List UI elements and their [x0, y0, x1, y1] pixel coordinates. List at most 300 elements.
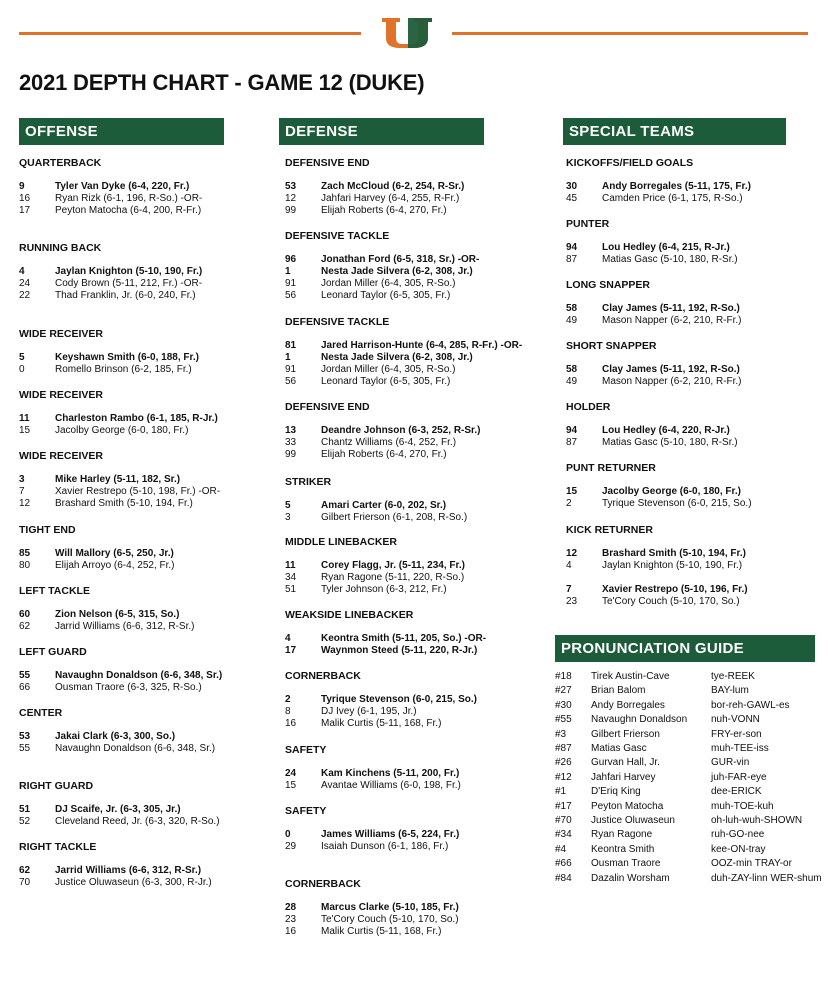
player-name: Jahfari Harvey (6-4, 255, R-Fr.) [321, 193, 460, 204]
defense-player-row [285, 181, 485, 193]
offense-player-row [19, 278, 219, 290]
jersey-number: 8 [285, 706, 291, 717]
jersey-number: 16 [285, 718, 297, 729]
pronunciation-number: #12 [555, 771, 572, 783]
jersey-number: 58 [566, 303, 578, 314]
player-name: Jordan Miller (6-4, 305, R-So.) [321, 278, 456, 289]
pronunciation-row [555, 786, 815, 799]
pronunciation-phonetic: tye-REEK [711, 671, 755, 682]
pronunciation-name: Jahfari Harvey [591, 771, 656, 783]
player-name: Malik Curtis (5-11, 168, Fr.) [321, 926, 442, 937]
special-player-row [566, 425, 766, 437]
player-name: Corey Flagg, Jr. (5-11, 234, Fr.) [321, 560, 465, 571]
pronunciation-number: #18 [555, 671, 572, 682]
special-position-label: HOLDER [566, 401, 611, 413]
jersey-number: 62 [19, 621, 31, 632]
jersey-number: 49 [566, 376, 578, 387]
special-player-row [566, 254, 766, 266]
special-player-row [566, 560, 766, 572]
pronunciation-row [555, 743, 815, 756]
player-name: Amari Carter (6-0, 202, Sr.) [321, 500, 447, 511]
offense-player-row [19, 290, 219, 302]
offense-player-row [19, 609, 219, 621]
player-name: Elijah Roberts (6-4, 270, Fr.) [321, 205, 447, 216]
player-name: Peyton Matocha (6-4, 200, R-Fr.) [55, 205, 202, 216]
player-name: Marcus Clarke (5-10, 185, Fr.) [321, 902, 459, 913]
jersey-number: 23 [566, 596, 578, 607]
player-name: Jaylan Knighton (5-10, 190, Fr.) [602, 560, 743, 571]
jersey-number: 13 [285, 425, 297, 436]
pronunciation-name: Peyton Matocha [591, 800, 664, 812]
jersey-number: 0 [19, 364, 25, 375]
pronunciation-name: Dazalin Worsham [591, 872, 670, 884]
player-name: Te'Cory Couch (5-10, 170, So.) [321, 914, 459, 925]
defense-player-row [285, 449, 485, 461]
page-title: 2021 DEPTH CHART - GAME 12 (DUKE) [19, 70, 425, 95]
player-name: Will Mallory (6-5, 250, Jr.) [55, 548, 174, 559]
pronunciation-header: PRONUNCIATION GUIDE [555, 635, 815, 662]
defense-player-row [285, 376, 485, 388]
offense-player-row [19, 670, 223, 682]
player-name: Elijah Roberts (6-4, 270, Fr.) [321, 449, 447, 460]
player-name: Jacolby George (6-0, 180, Fr.) [55, 425, 189, 436]
pronunciation-row [555, 700, 815, 713]
jersey-number: 16 [19, 193, 31, 204]
pronunciation-name: Ryan Ragone [591, 829, 653, 841]
defense-position-label: WEAKSIDE LINEBACKER [285, 609, 414, 621]
defense-player-row [285, 645, 485, 657]
pronunciation-name: D'Eriq King [591, 786, 641, 798]
defense-player-row [285, 512, 485, 524]
defense-player-row [285, 841, 485, 853]
jersey-number: 15 [566, 486, 578, 497]
jersey-number: 85 [19, 548, 31, 559]
player-name: Jarrid Williams (6-6, 312, R-Sr.) [55, 865, 202, 876]
special-player-row [566, 437, 766, 449]
pronunciation-name: Andy Borregales [591, 699, 665, 711]
player-name: Nesta Jade Silvera (6-2, 308, Jr.) [321, 352, 473, 363]
u-logo-icon [380, 16, 434, 50]
player-name: Justice Oluwaseun (6-3, 300, R-Jr.) [55, 877, 212, 888]
player-name: Lou Hedley (6-4, 215, R-Jr.) [602, 242, 730, 253]
pronunciation-phonetic: FRY-er-son [711, 728, 762, 740]
offense-column [19, 118, 224, 145]
jersey-number: 9 [19, 181, 25, 192]
player-name: Deandre Johnson (6-3, 252, R-Sr.) [321, 425, 481, 436]
offense-player-row [19, 352, 219, 364]
defense-player-row [285, 290, 485, 302]
pronunciation-name: Tirek Austin-Cave [591, 671, 670, 682]
jersey-number: 23 [285, 914, 297, 925]
offense-player-row [19, 425, 219, 437]
defense-player-row [285, 364, 485, 376]
defense-position-label: MIDDLE LINEBACKER [285, 536, 397, 548]
defense-player-row [285, 926, 485, 938]
jersey-number: 66 [19, 682, 31, 693]
jersey-number: 4 [566, 560, 572, 571]
pronunciation-phonetic: nuh-VONN [711, 714, 760, 726]
player-name: Zach McCloud (6-2, 254, R-Sr.) [321, 181, 465, 192]
jersey-number: 87 [566, 437, 578, 448]
special-player-row [566, 486, 766, 498]
player-name: DJ Scaife, Jr. (6-3, 305, Jr.) [55, 804, 181, 815]
defense-player-row [285, 694, 485, 706]
pronunciation-row [555, 801, 815, 814]
jersey-number: 28 [285, 902, 297, 913]
player-name: Avantae Williams (6-0, 198, Fr.) [321, 780, 461, 791]
pronunciation-row [555, 757, 815, 770]
player-name: Tyrique Stevenson (6-0, 215, So.) [321, 694, 477, 705]
defense-player-row [285, 266, 485, 278]
jersey-number: 55 [19, 670, 31, 681]
defense-player-row [285, 584, 485, 596]
jersey-number: 94 [566, 425, 578, 436]
player-name: James Williams (6-5, 224, Fr.) [321, 829, 460, 840]
pronunciation-phonetic: oh-luh-wuh-SHOWN [711, 815, 803, 826]
special-player-row [566, 376, 766, 388]
jersey-number: 94 [566, 242, 578, 253]
jersey-number: 0 [285, 829, 291, 840]
pronunciation-row [555, 685, 815, 698]
jersey-number: 24 [285, 768, 297, 779]
jersey-number: 24 [19, 278, 31, 289]
pronunciation-name: Gilbert Frierson [591, 728, 660, 740]
player-name: Keontra Smith (5-11, 205, So.) -OR- [321, 633, 487, 644]
player-name: Kam Kinchens (5-11, 200, Fr.) [321, 768, 460, 779]
defense-player-row [285, 706, 485, 718]
pronunciation-number: #4 [555, 843, 567, 855]
player-name: Malik Curtis (5-11, 168, Fr.) [321, 718, 442, 729]
jersey-number: 5 [19, 352, 25, 363]
jersey-number: 55 [19, 743, 31, 754]
defense-player-row [285, 560, 485, 572]
special-player-row [566, 303, 766, 315]
offense-position-label: WIDE RECEIVER [19, 450, 104, 462]
pronunciation-name: Justice Oluwaseun [591, 815, 675, 826]
offense-player-row [19, 621, 219, 633]
special-player-row [566, 584, 766, 596]
jersey-number: 11 [285, 560, 296, 571]
special-player-row [566, 242, 766, 254]
defense-player-row [285, 205, 485, 217]
jersey-number: 2 [566, 498, 572, 509]
jersey-number: 51 [19, 804, 31, 815]
player-name: Jordan Miller (6-4, 305, R-So.) [321, 364, 456, 375]
player-name: Jarrid Williams (6-6, 312, R-Sr.) [55, 621, 195, 632]
jersey-number: 56 [285, 290, 297, 301]
special-position-label: PUNT RETURNER [566, 462, 656, 474]
offense-player-row [19, 205, 219, 217]
player-name: Clay James (5-11, 192, R-So.) [602, 303, 740, 314]
pronunciation-row [555, 815, 815, 828]
jersey-number: 12 [19, 498, 31, 509]
offense-player-row [19, 413, 219, 425]
special-player-row [566, 596, 766, 608]
jersey-number: 34 [285, 572, 297, 583]
offense-position-label: WIDE RECEIVER [19, 389, 104, 401]
offense-position-label: CENTER [19, 707, 63, 719]
player-name: Leonard Taylor (6-5, 305, Fr.) [321, 290, 451, 301]
player-name: Jaylan Knighton (5-10, 190, Fr.) [55, 266, 203, 277]
jersey-number: 81 [285, 340, 297, 351]
offense-player-row [19, 486, 219, 498]
pronunciation-phonetic: bor-reh-GAWL-es [711, 699, 790, 711]
defense-player-row [285, 340, 523, 352]
player-name: Waynmon Steed (5-11, 220, R-Jr.) [321, 645, 478, 656]
player-name: Leonard Taylor (6-5, 305, Fr.) [321, 376, 451, 387]
jersey-number: 51 [285, 584, 297, 595]
offense-player-row [19, 548, 219, 560]
defense-player-row [285, 633, 485, 645]
pronunciation-phonetic: muh-TOE-kuh [711, 800, 774, 812]
jersey-number: 91 [285, 364, 297, 375]
player-name: Jared Harrison-Hunte (6-4, 285, R-Fr.) -OR- [321, 340, 523, 351]
special-player-row [566, 364, 766, 376]
special-player-row [566, 548, 766, 560]
jersey-number: 99 [285, 449, 297, 460]
defense-position-label: DEFENSIVE TACKLE [285, 230, 390, 242]
offense-position-label: WIDE RECEIVER [19, 328, 104, 340]
jersey-number: 30 [566, 181, 578, 192]
jersey-number: 16 [285, 926, 297, 937]
player-name: Elijah Arroyo (6-4, 252, Fr.) [55, 560, 175, 571]
defense-player-row [285, 829, 485, 841]
player-name: Navaughn Donaldson (6-6, 348, Sr.) [55, 743, 216, 754]
player-name: Andy Borregales (5-11, 175, Fr.) [602, 181, 751, 192]
pronunciation-number: #27 [555, 685, 572, 697]
player-name: Tyler Van Dyke (6-4, 220, Fr.) [55, 181, 190, 192]
pronunciation-phonetic: ruh-GO-nee [711, 829, 765, 841]
offense-player-row [19, 193, 219, 205]
jersey-number: 15 [285, 780, 297, 791]
player-name: Ousman Traore (6-3, 325, R-So.) [55, 682, 202, 693]
player-name: Keyshawn Smith (6-0, 188, Fr.) [55, 352, 199, 363]
offense-player-row [19, 364, 219, 376]
player-name: Jonathan Ford (6-5, 318, Sr.) -OR- [321, 254, 480, 265]
jersey-number: 22 [19, 290, 31, 301]
pronunciation-number: #66 [555, 858, 572, 870]
header-rule-left [19, 32, 361, 35]
jersey-number: 4 [19, 266, 25, 277]
player-name: Cody Brown (5-11, 212, Fr.) -OR- [55, 278, 203, 289]
jersey-number: 29 [285, 841, 297, 852]
pronunciation-number: #17 [555, 800, 572, 812]
player-name: Mike Harley (5-11, 182, Sr.) [55, 474, 181, 485]
jersey-number: 49 [566, 315, 578, 326]
pronunciation-number: #3 [555, 728, 567, 740]
jersey-number: 80 [19, 560, 31, 571]
pronunciation-number: #30 [555, 699, 572, 711]
special-player-row [566, 181, 766, 193]
player-name: Jacolby George (6-0, 180, Fr.) [602, 486, 741, 497]
defense-position-label: STRIKER [285, 476, 332, 488]
offense-player-row [19, 682, 219, 694]
defense-player-row [285, 780, 485, 792]
special-player-row [566, 193, 766, 205]
defense-player-row [285, 193, 485, 205]
special-player-row [566, 498, 766, 510]
pronunciation-name: Matias Gasc [591, 743, 647, 754]
player-name: Navaughn Donaldson (6-6, 348, Sr.) [55, 670, 223, 681]
jersey-number: 1 [285, 352, 291, 363]
offense-player-row [19, 877, 219, 889]
defense-player-row [285, 500, 485, 512]
jersey-number: 3 [285, 512, 291, 523]
player-name: Lou Hedley (6-4, 220, R-Jr.) [602, 425, 730, 436]
pronunciation-row [555, 858, 815, 871]
jersey-number: 4 [285, 633, 291, 644]
pronunciation-phonetic: muh-TEE-iss [711, 743, 769, 754]
offense-player-row [19, 743, 219, 755]
offense-player-row [19, 498, 219, 510]
pronunciation-number: #70 [555, 815, 572, 826]
jersey-number: 53 [19, 731, 31, 742]
player-name: Tyrique Stevenson (6-0, 215, So.) [602, 498, 752, 509]
player-name: Isaiah Dunson (6-1, 186, Fr.) [321, 841, 449, 852]
player-name: Brashard Smith (5-10, 194, Fr.) [602, 548, 746, 559]
pronunciation-name: Navaughn Donaldson [591, 714, 688, 726]
offense-position-label: QUARTERBACK [19, 157, 102, 169]
jersey-number: 12 [566, 548, 578, 559]
player-name: Mason Napper (6-2, 210, R-Fr.) [602, 376, 742, 387]
pronunciation-number: #34 [555, 829, 572, 841]
pronunciation-row [555, 671, 815, 684]
jersey-number: 56 [285, 376, 297, 387]
pronunciation-phonetic: OOZ-min TRAY-or [711, 858, 792, 870]
defense-column [279, 118, 484, 145]
pronunciation-row [555, 829, 815, 842]
jersey-number: 87 [566, 254, 578, 265]
player-name: Gilbert Frierson (6-1, 208, R-So.) [321, 512, 468, 523]
special-teams-header: SPECIAL TEAMS [563, 118, 786, 145]
player-name: Xavier Restrepo (5-10, 196, Fr.) [602, 584, 748, 595]
player-name: Ryan Ragone (5-11, 220, R-So.) [321, 572, 465, 583]
player-name: Zion Nelson (6-5, 315, So.) [55, 609, 180, 620]
special-teams-column [563, 118, 786, 145]
offense-player-row [19, 731, 219, 743]
pronunciation-phonetic: duh-ZAY-linn WER-shum [711, 872, 822, 884]
pronunciation-number: #55 [555, 714, 572, 726]
pronunciation-row [555, 872, 822, 886]
player-name: Brashard Smith (5-10, 194, Fr.) [55, 498, 193, 509]
jersey-number: 58 [566, 364, 578, 375]
pronunciation-number: #84 [555, 872, 572, 884]
defense-player-row [285, 352, 485, 364]
offense-player-row [19, 181, 219, 193]
jersey-number: 7 [566, 584, 572, 595]
defense-player-row [285, 425, 485, 437]
offense-position-label: RIGHT GUARD [19, 780, 94, 792]
jersey-number: 12 [285, 193, 297, 204]
jersey-number: 15 [19, 425, 31, 436]
pronunciation-name: Brian Balom [591, 685, 646, 697]
defense-position-label: DEFENSIVE END [285, 401, 370, 413]
defense-player-row [285, 278, 485, 290]
pronunciation-number: #87 [555, 743, 572, 754]
offense-header: OFFENSE [19, 118, 224, 145]
offense-position-label: LEFT GUARD [19, 646, 87, 658]
player-name: Matias Gasc (5-10, 180, R-Sr.) [602, 437, 738, 448]
player-name: Thad Franklin, Jr. (6-0, 240, Fr.) [55, 290, 196, 301]
player-name: Romello Brinson (6-2, 185, Fr.) [55, 364, 192, 375]
defense-position-label: CORNERBACK [285, 670, 361, 682]
special-position-label: SHORT SNAPPER [566, 340, 657, 352]
jersey-number: 91 [285, 278, 297, 289]
jersey-number: 70 [19, 877, 31, 888]
pronunciation-box [555, 635, 815, 662]
player-name: Jakai Clark (6-3, 300, So.) [55, 731, 176, 742]
defense-position-label: SAFETY [285, 744, 327, 756]
jersey-number: 96 [285, 254, 297, 265]
pronunciation-phonetic: GUR-vin [711, 757, 750, 769]
player-name: Clay James (5-11, 192, R-So.) [602, 364, 740, 375]
defense-position-label: CORNERBACK [285, 878, 361, 890]
defense-player-row [285, 902, 485, 914]
pronunciation-phonetic: dee-ERICK [711, 786, 762, 798]
jersey-number: 53 [285, 181, 297, 192]
defense-position-label: DEFENSIVE TACKLE [285, 316, 390, 328]
player-name: Nesta Jade Silvera (6-2, 308, Jr.) [321, 266, 473, 277]
defense-player-row [285, 254, 485, 266]
defense-player-row [285, 914, 485, 926]
pronunciation-row [555, 772, 815, 785]
header-rule-right [452, 32, 808, 35]
jersey-number: 60 [19, 609, 31, 620]
jersey-number: 1 [285, 266, 291, 277]
defense-player-row [285, 768, 485, 780]
pronunciation-name: Keontra Smith [591, 843, 655, 855]
offense-player-row [19, 474, 219, 486]
pronunciation-row [555, 844, 815, 857]
jersey-number: 99 [285, 205, 297, 216]
jersey-number: 52 [19, 816, 31, 827]
pronunciation-number: #26 [555, 757, 572, 769]
defense-header: DEFENSE [279, 118, 484, 145]
pronunciation-name: Ousman Traore [591, 858, 661, 870]
special-player-row [566, 315, 766, 327]
defense-player-row [285, 437, 485, 449]
offense-player-row [19, 266, 219, 278]
jersey-number: 17 [285, 645, 297, 656]
jersey-number: 17 [19, 205, 31, 216]
jersey-number: 7 [19, 486, 25, 497]
pronunciation-row [555, 714, 815, 727]
defense-player-row [285, 718, 485, 730]
special-position-label: KICK RETURNER [566, 524, 653, 536]
player-name: Tyler Johnson (6-3, 212, Fr.) [321, 584, 447, 595]
player-name: DJ Ivey (6-1, 195, Jr.) [321, 706, 417, 717]
pronunciation-phonetic: BAY-lum [711, 685, 749, 697]
player-name: Matias Gasc (5-10, 180, R-Sr.) [602, 254, 738, 265]
offense-player-row [19, 560, 219, 572]
offense-player-row [19, 804, 219, 816]
jersey-number: 45 [566, 193, 578, 204]
player-name: Te'Cory Couch (5-10, 170, So.) [602, 596, 740, 607]
player-name: Charleston Rambo (6-1, 185, R-Jr.) [55, 413, 218, 424]
offense-player-row [19, 865, 219, 877]
jersey-number: 3 [19, 474, 25, 485]
offense-position-label: LEFT TACKLE [19, 585, 90, 597]
jersey-number: 62 [19, 865, 31, 876]
jersey-number: 33 [285, 437, 297, 448]
player-name: Cleveland Reed, Jr. (6-3, 320, R-So.) [55, 816, 220, 827]
pronunciation-number: #1 [555, 786, 567, 798]
pronunciation-phonetic: kee-ON-tray [711, 843, 766, 855]
offense-player-row [19, 816, 219, 828]
offense-position-label: TIGHT END [19, 524, 76, 536]
special-position-label: PUNTER [566, 218, 610, 230]
pronunciation-row [555, 729, 815, 742]
